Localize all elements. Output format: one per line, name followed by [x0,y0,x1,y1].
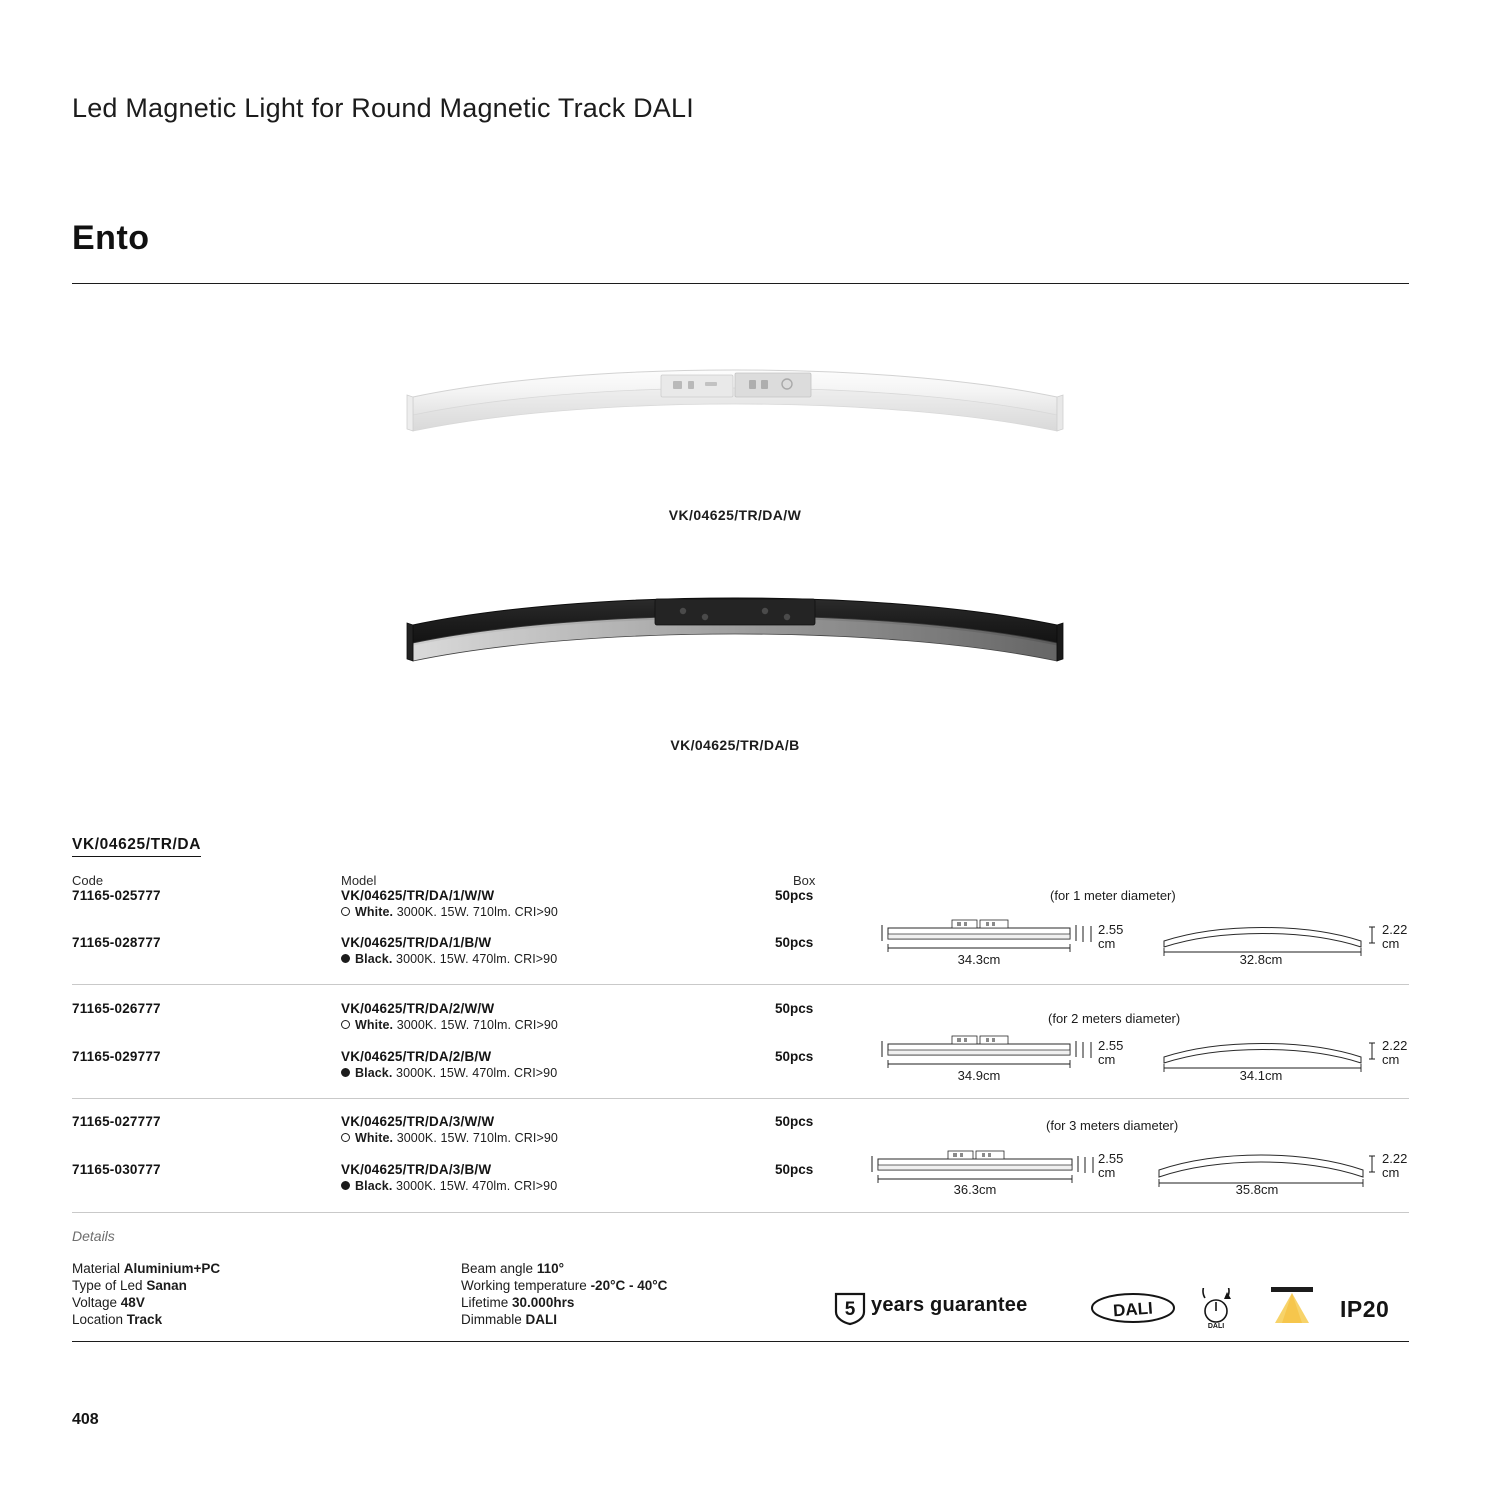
front-view-height-dimension [1098,1039,1123,1066]
product-code-caption-white: VK/04625/TR/DA/W [668,507,802,523]
dim-unit: cm [1382,1051,1400,1067]
table-row-model: VK/04625/TR/DA/2/B/W [341,1049,492,1064]
table-row-variant [341,1066,557,1080]
table-row-variant [341,1131,558,1145]
side-view-width-dimension: 34.1cm [1239,1068,1283,1083]
front-view-height-marker [1082,1154,1098,1176]
front-view-height-marker [1080,1039,1096,1061]
dim-unit: cm [1098,1051,1116,1067]
column-header-model: Model [341,873,377,888]
table-row-code: 71165-028777 [72,935,161,950]
dim-value: 2.22 [1382,1151,1408,1166]
table-row-box: 50pcs [775,935,814,950]
detail-material [72,1261,220,1276]
detail-voltage [72,1295,145,1310]
front-view-width-dimension: 36.3cm [953,1182,997,1197]
detail-value: Track [126,1312,163,1327]
detail-value: 30.000hrs [512,1295,575,1310]
variant-color-name: Black. [355,952,393,966]
diagram-note: (for 3 meters diameter) [1046,1118,1179,1133]
table-row-variant [341,952,557,966]
dim-unit: cm [1382,1164,1400,1180]
dali-logo-icon [1090,1291,1176,1325]
detail-value: Aluminium+PC [123,1261,221,1276]
luminaire-render-black [405,585,1065,665]
side-view-drawing [1160,915,1365,957]
side-view-height-marker [1365,1041,1381,1063]
page-number: 408 [72,1411,99,1428]
front-view-drawing [880,915,1080,957]
front-view-drawing [880,1031,1080,1073]
dim-value: 2.22 [1382,922,1408,937]
svg-text:DALI: DALI [1112,1298,1154,1321]
front-view-height-dimension [1098,1152,1123,1179]
variant-color-name: White. [355,905,394,919]
details-divider [72,1212,1409,1213]
detail-value: 110° [536,1261,564,1276]
guarantee-shield-icon [833,1290,867,1326]
table-row-code: 71165-030777 [72,1162,161,1177]
table-row-variant [341,905,558,919]
table-row-code: 71165-026777 [72,1001,161,1016]
variant-detail: 3000K. 15W. 470lm. CRI>90 [396,1179,558,1193]
variant-color-name: White. [355,1131,394,1145]
dim-unit: cm [1098,935,1116,951]
header-divider [72,283,1409,284]
detail-key: Voltage [72,1295,121,1310]
dim-value: 2.55 [1098,922,1124,937]
dim-unit: cm [1382,935,1400,951]
variant-detail: 3000K. 15W. 470lm. CRI>90 [396,952,558,966]
detail-key: Working temperature [461,1278,591,1293]
table-row-model: VK/04625/TR/DA/1/W/W [341,888,495,903]
front-view-width-dimension: 34.3cm [957,952,1001,967]
table-row-code: 71165-025777 [72,888,161,903]
variant-detail: 3000K. 15W. 470lm. CRI>90 [396,1066,558,1080]
side-view-width-dimension: 35.8cm [1235,1182,1279,1197]
side-view-drawing [1160,1031,1365,1073]
color-swatch-white-icon [341,1020,350,1029]
front-view-height-dimension [1098,923,1123,950]
side-view-height-dimension [1382,1152,1407,1179]
detail-working-temperature [461,1278,667,1293]
table-row-box: 50pcs [775,1114,814,1129]
detail-dimmable [461,1312,557,1327]
color-swatch-white-icon [341,1133,350,1142]
detail-key: Dimmable [461,1312,526,1327]
detail-location [72,1312,162,1327]
sku-heading: VK/04625/TR/DA [72,836,201,857]
group-divider [72,984,1409,985]
table-row-box: 50pcs [775,1001,814,1016]
page-title: Led Magnetic Light for Round Magnetic Track DALI [72,93,694,123]
product-figure-white [405,355,1065,535]
table-row-code: 71165-029777 [72,1049,161,1064]
side-view-height-marker [1365,1154,1381,1176]
table-row-variant [341,1179,557,1193]
diagram-note: (for 2 meters diameter) [1048,1011,1181,1026]
detail-key: Lifetime [461,1295,513,1310]
details-section-label: Details [72,1228,115,1244]
product-code-caption-black: VK/04625/TR/DA/B [670,737,800,753]
detail-lifetime [461,1295,574,1310]
dim-value: 2.55 [1098,1038,1124,1053]
front-view-height-marker [1080,923,1096,945]
detail-key: Material [72,1261,124,1276]
detail-value: DALI [525,1312,558,1327]
table-row-box: 50pcs [775,888,814,903]
beam-angle-icon [1259,1285,1325,1327]
color-swatch-white-icon [341,907,350,916]
variant-color-name: Black. [355,1066,393,1080]
table-row-box: 50pcs [775,1049,814,1064]
guarantee-label: years guarantee [871,1294,1028,1316]
footer-divider [72,1341,1409,1342]
color-swatch-black-icon [341,954,350,963]
variant-detail: 3000K. 15W. 710lm. CRI>90 [396,1018,558,1032]
variant-detail: 3000K. 15W. 710lm. CRI>90 [396,905,558,919]
detail-key: Beam angle [461,1261,537,1276]
side-view-height-dimension [1382,923,1407,950]
group-divider [72,1098,1409,1099]
dali-dimmable-knob-icon [1196,1288,1236,1330]
column-header-code: Code [72,873,104,888]
diagram-note: (for 1 meter diameter) [1050,888,1176,903]
table-row-model: VK/04625/TR/DA/3/B/W [341,1162,492,1177]
side-view-height-marker [1365,925,1381,947]
detail-beam-angle [461,1261,564,1276]
detail-type-of-led [72,1278,187,1293]
front-view-width-dimension: 34.9cm [957,1068,1001,1083]
table-row-model: VK/04625/TR/DA/1/B/W [341,935,492,950]
variant-detail: 3000K. 15W. 710lm. CRI>90 [396,1131,558,1145]
product-figure-black [405,585,1065,765]
table-row-box: 50pcs [775,1162,814,1177]
table-row-variant [341,1018,558,1032]
detail-value: -20°C - 40°C [590,1278,668,1293]
detail-key: Type of Led [72,1278,147,1293]
detail-value: 48V [120,1295,145,1310]
product-family-name: Ento [72,219,150,257]
side-view-width-dimension: 32.8cm [1239,952,1283,967]
color-swatch-black-icon [341,1068,350,1077]
dim-value: 2.55 [1098,1151,1124,1166]
variant-color-name: White. [355,1018,394,1032]
side-view-height-dimension [1382,1039,1407,1066]
ip-rating-badge: IP20 [1340,1296,1390,1322]
dim-value: 2.22 [1382,1038,1408,1053]
color-swatch-black-icon [341,1181,350,1190]
table-row-code: 71165-027777 [72,1114,161,1129]
detail-value: Sanan [146,1278,187,1293]
detail-key: Location [72,1312,127,1327]
luminaire-render-white [405,355,1065,435]
variant-color-name: Black. [355,1179,393,1193]
table-row-model: VK/04625/TR/DA/2/W/W [341,1001,495,1016]
svg-text:DALI: DALI [1207,1323,1225,1330]
column-header-box: Box [793,873,816,888]
dim-unit: cm [1098,1164,1116,1180]
table-row-model: VK/04625/TR/DA/3/W/W [341,1114,495,1129]
svg-text:5: 5 [844,1299,856,1320]
